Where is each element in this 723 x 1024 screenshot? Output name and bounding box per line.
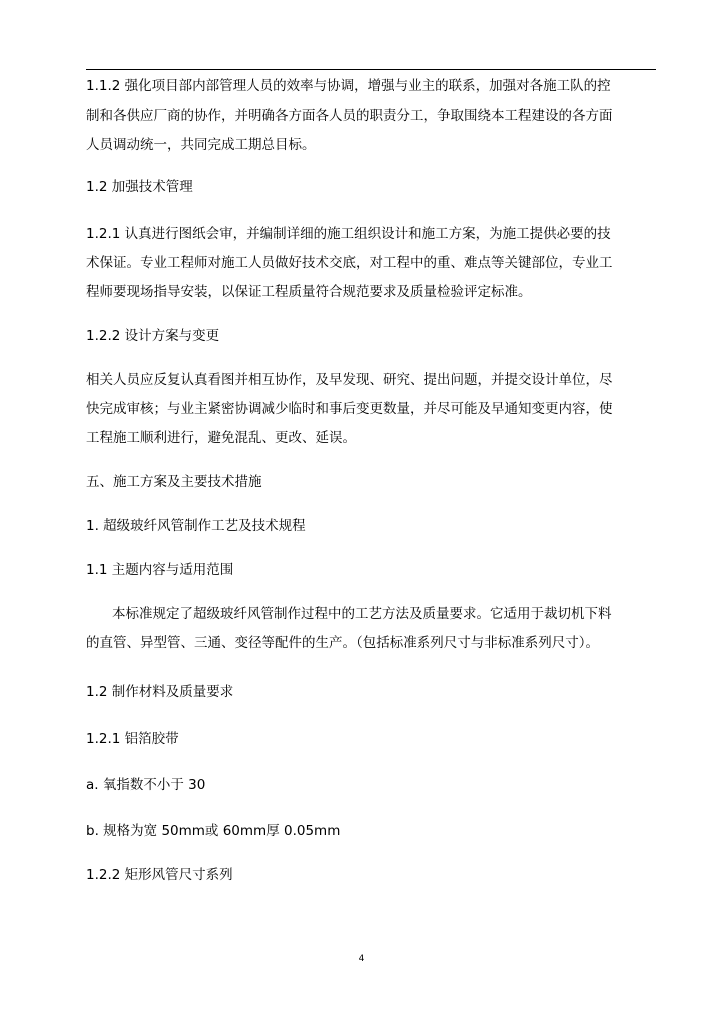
section-heading: 1.2 制作材料及质量要求 xyxy=(86,684,234,700)
section-heading: 1.2.2 矩形风管尺寸系列 xyxy=(86,867,233,883)
text-line: 的直管、异型管、三通、变径等配件的生产。（包括标准系列尺寸与非标准系列尺寸）。 xyxy=(86,635,599,651)
text-line: b. 规格为宽 50mm或 60mm厚 0.05mm xyxy=(86,823,341,839)
text-line: 程师要现场指导安装，以保证工程质量符合规范要求及质量检验评定标准。 xyxy=(86,284,532,300)
section-heading: 1.2.1 铝箔胶带 xyxy=(86,731,179,747)
text-line: 本标准规定了超级玻纤风管制作过程中的工艺方法及质量要求。它适用于裁切机下料 xyxy=(112,606,612,622)
text-line: 制和各供应厂商的协作，并明确各方面各人员的职责分工，争取围绕本工程建设的各方面 xyxy=(86,108,613,124)
text-line: 工程施工顺利进行，避免混乱、更改、延误。 xyxy=(86,430,356,446)
text-line: 1.1.2 强化项目部内部管理人员的效率与协调，增强与业主的联系，加强对各施工队的控 xyxy=(86,78,611,94)
section-heading: 1.1 主题内容与适用范围 xyxy=(86,562,234,578)
text-line: 人员调动统一，共同完成工期总目标。 xyxy=(86,137,316,153)
section-heading: 1. 超级玻纤风管制作工艺及技术规程 xyxy=(86,518,306,534)
section-heading: 1.2.2 设计方案与变更 xyxy=(86,328,220,344)
text-line: 1.2.1 认真进行图纸会审，并编制详细的施工组织设计和施工方案，为施工提供必要的技 xyxy=(86,226,611,242)
text-line: 术保证。专业工程师对施工人员做好技术交底，对工程中的重、难点等关键部位，专业工 xyxy=(86,255,613,271)
header-rule xyxy=(86,69,656,70)
section-heading: 五、施工方案及主要技术措施 xyxy=(86,474,262,490)
section-heading: 1.2 加强技术管理 xyxy=(86,179,193,195)
text-line: 相关人员应反复认真看图并相互协作，及早发现、研究、提出问题，并提交设计单位，尽 xyxy=(86,372,613,388)
page-number: 4 xyxy=(358,954,365,964)
text-line: 快完成审核；与业主紧密协调减少临时和事后变更数量，并尽可能及早通知变更内容，使 xyxy=(86,401,613,417)
text-line: a. 氧指数不小于 30 xyxy=(86,777,206,793)
